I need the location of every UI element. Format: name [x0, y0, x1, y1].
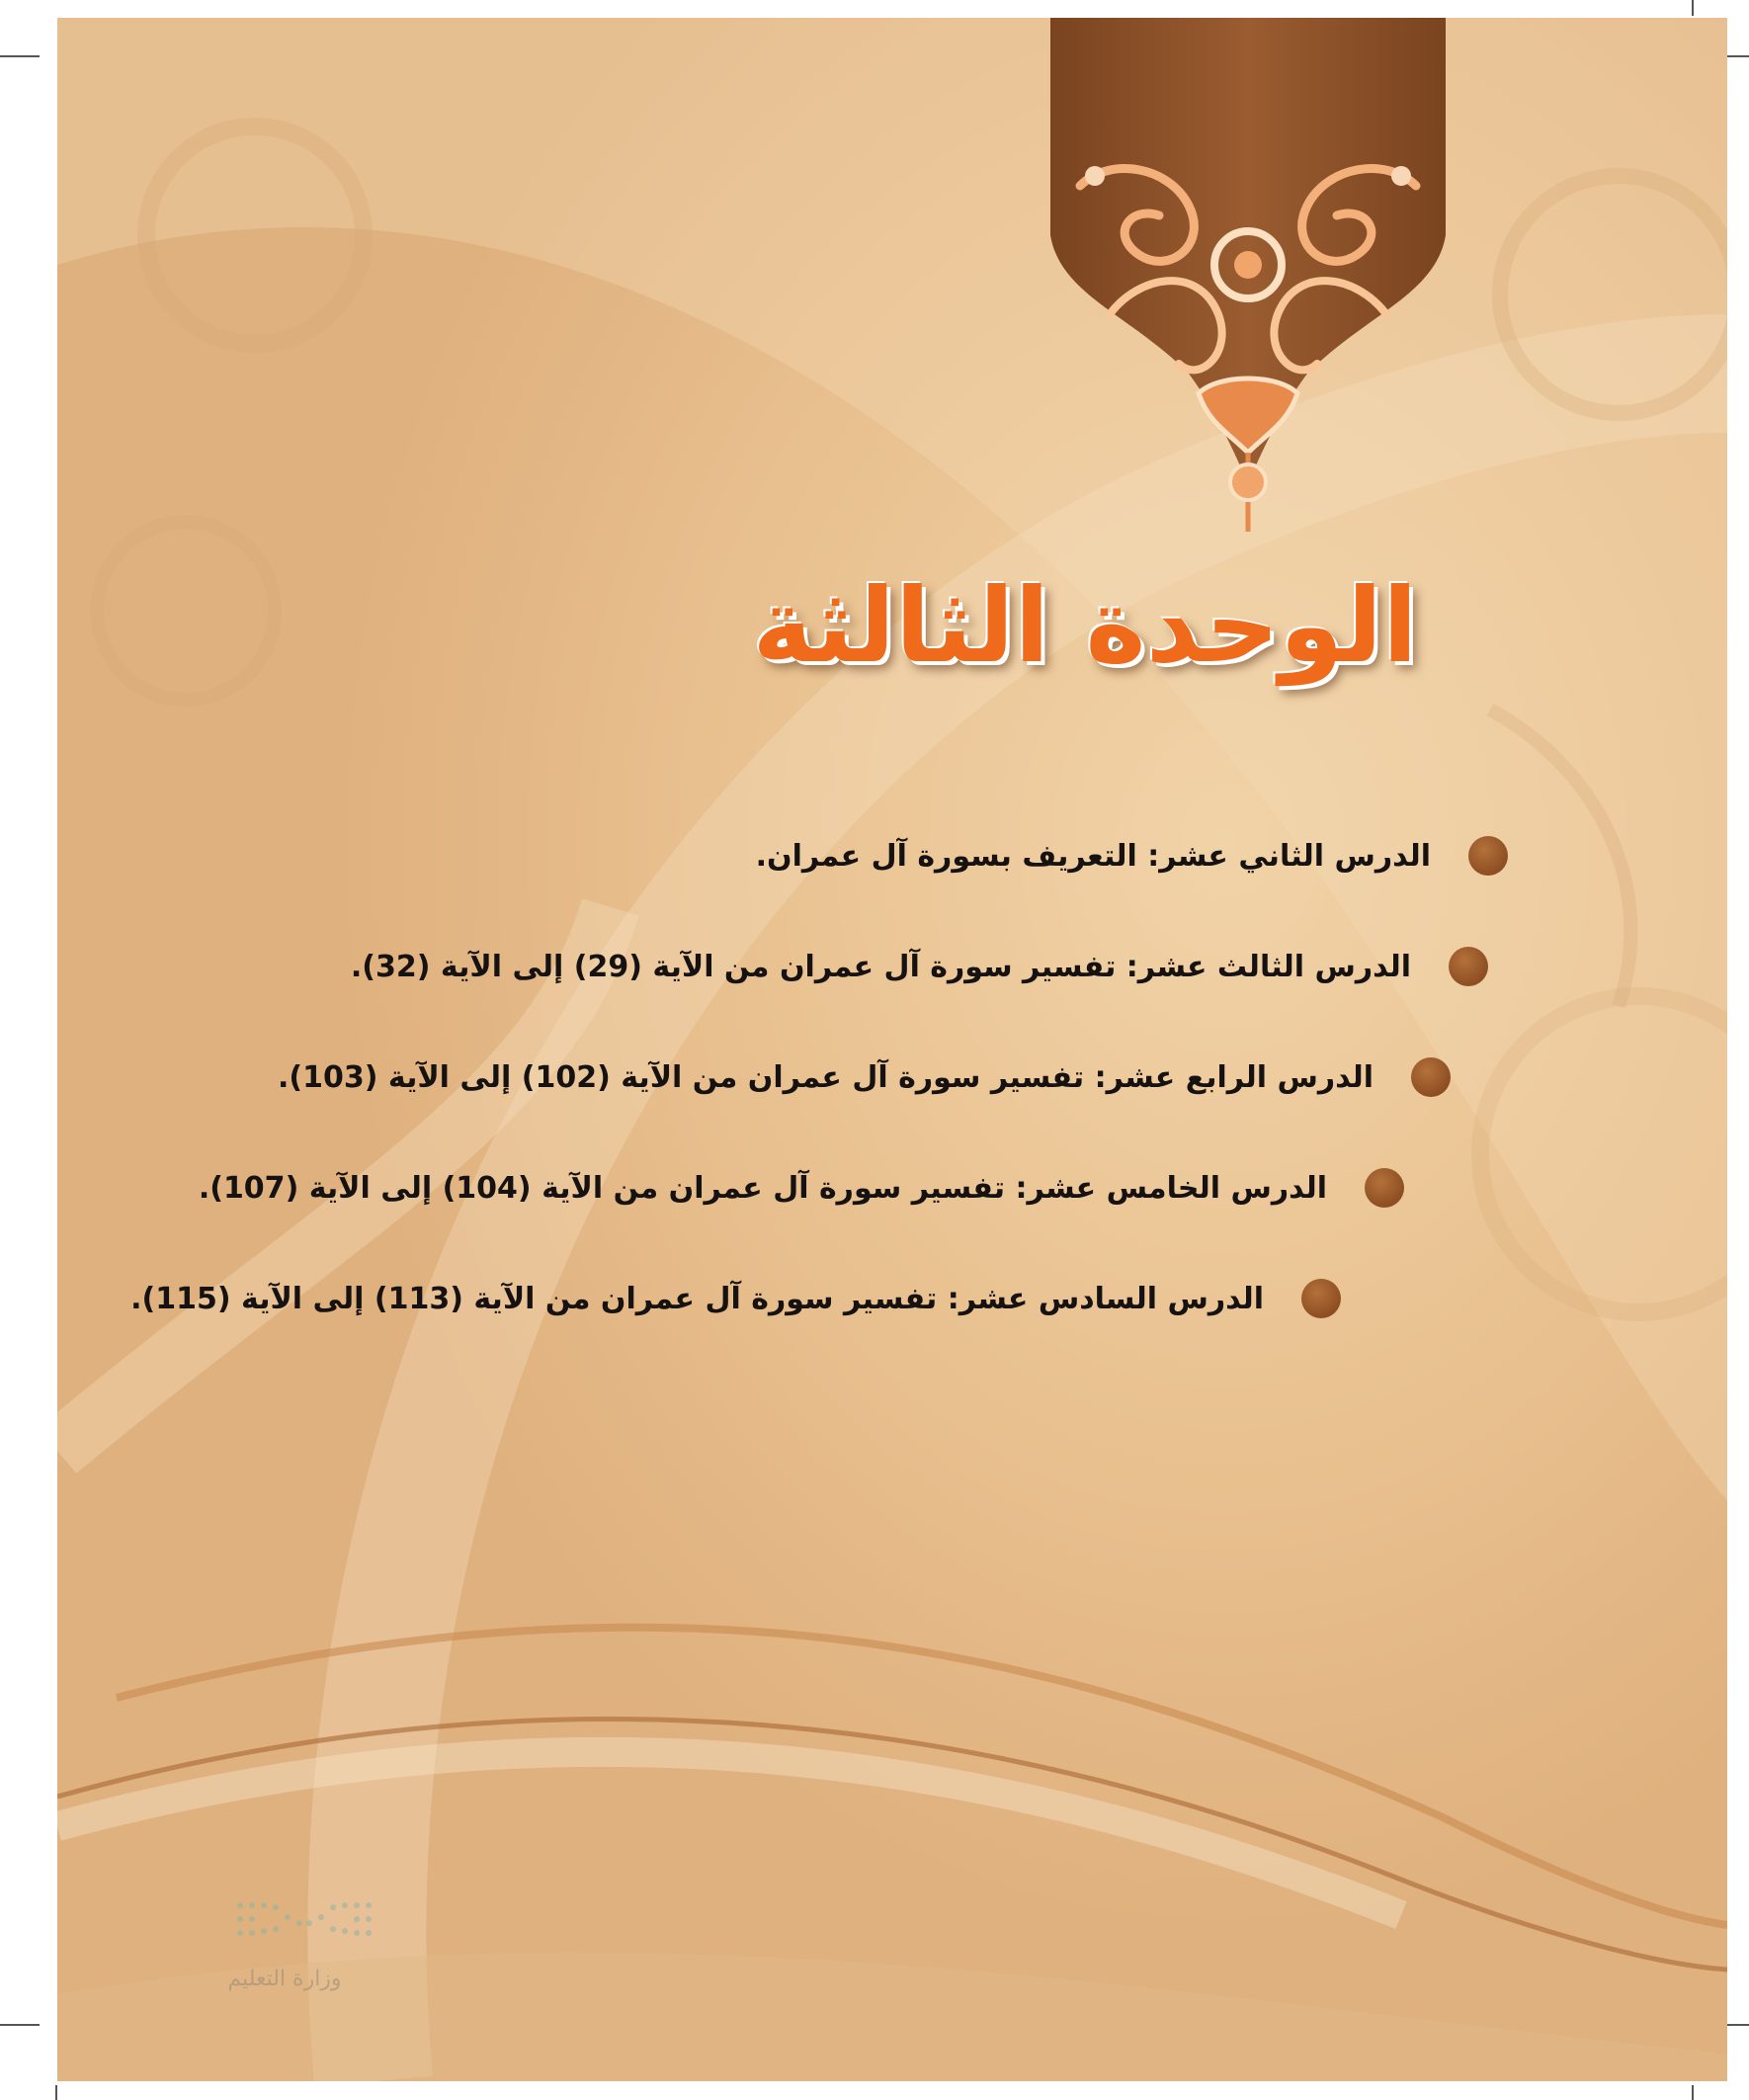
lesson-label: الدرس الثاني عشر: — [1147, 838, 1431, 874]
bullet-icon — [1449, 947, 1488, 986]
lesson-text — [278, 1060, 1374, 1095]
crop-mark — [55, 2085, 57, 2100]
crop-mark — [1692, 0, 1694, 16]
lesson-text — [351, 950, 1411, 984]
lesson-topic: تفسير سورة آل عمران من الآية (102) إلى الآية (103). — [277, 1059, 1085, 1095]
ministry-logo-icon — [230, 1895, 378, 1955]
crop-mark — [1692, 2085, 1694, 2100]
lesson-item-15 — [199, 1153, 1404, 1222]
lesson-label: الدرس الرابع عشر: — [1094, 1059, 1374, 1095]
crop-mark — [0, 55, 40, 57]
lesson-item-12 — [756, 821, 1508, 890]
bullet-icon — [1365, 1168, 1404, 1208]
lesson-list — [57, 18, 1727, 1401]
lesson-item-16 — [130, 1264, 1341, 1333]
lesson-text — [199, 1171, 1327, 1206]
lesson-topic: تفسير سورة آل عمران من الآية (29) إلى الآية (32). — [350, 949, 1117, 984]
lesson-topic: تفسير سورة آل عمران من الآية (113) إلى الآية (115). — [130, 1281, 938, 1316]
unit-cover-page — [57, 18, 1727, 2081]
ministry-logo — [161, 1895, 359, 2054]
lesson-item-13 — [351, 932, 1488, 1001]
lesson-label: الدرس السادس عشر: — [947, 1281, 1264, 1316]
unit-title: الوحدة الثالثة — [752, 565, 1418, 686]
bullet-icon — [1301, 1279, 1341, 1318]
lesson-topic: التعريف بسورة آل عمران. — [755, 838, 1137, 874]
lesson-label: الدرس الخامس عشر: — [1015, 1170, 1327, 1206]
lesson-topic: تفسير سورة آل عمران من الآية (104) إلى الآية (107). — [198, 1170, 1006, 1206]
lesson-label: الدرس الثالث عشر: — [1125, 949, 1411, 984]
crop-mark — [0, 2024, 40, 2026]
lesson-text — [130, 1282, 1264, 1316]
lesson-text — [756, 839, 1431, 874]
bullet-icon — [1468, 836, 1508, 876]
lesson-item-14 — [278, 1043, 1451, 1112]
bullet-icon — [1411, 1057, 1451, 1097]
ministry-name: وزارة التعليم — [227, 1967, 342, 1991]
